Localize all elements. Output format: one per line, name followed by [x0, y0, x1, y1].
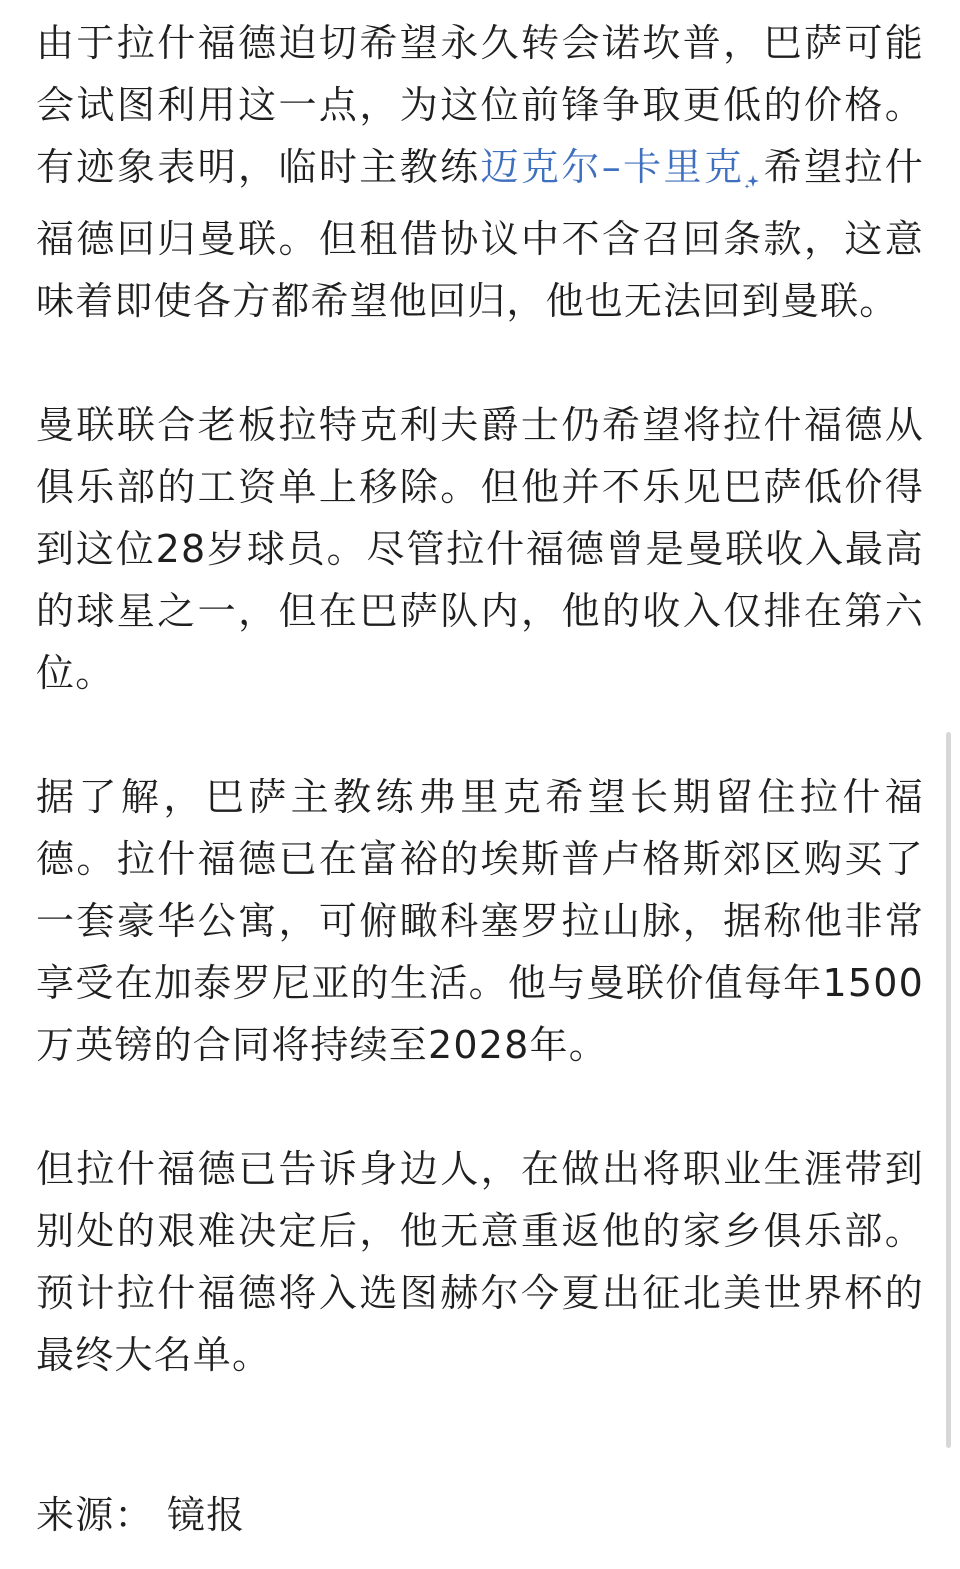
- coach-link[interactable]: [481, 145, 763, 189]
- paragraph-4: 但拉什福德已告诉身边人，在做出将职业生涯带到别处的艰难决定后，他无意重返他的家乡俱乐部。预计拉什福德将入选图赫尔今夏出征北美世界杯的最终大名单。: [36, 1147, 924, 1377]
- paragraph-1-text-start: 由于拉什福德迫切希望永久转会诺坎普，巴萨可能会试图利用这一点，为这位前锋争取更低的价格。有迹象表明，临时主教练: [36, 21, 924, 189]
- vertical-scrollbar[interactable]: [946, 732, 951, 1448]
- sparkle-search-icon[interactable]: [744, 146, 760, 208]
- paragraph-2: 曼联联合老板拉特克利夫爵士仍希望将拉什福德从俱乐部的工资单上移除。但他并不乐见巴萨低价得到这位28岁球员。尽管拉什福德曾是曼联收入最高的球星之一，但在巴萨队内，他的收入仅排在第六位。: [36, 403, 924, 695]
- paragraph-3: 据了解，巴萨主教练弗里克希望长期留住拉什福德。拉什福德已在富裕的埃斯普卢格斯郊区购买了一套豪华公寓，可俯瞰科塞罗拉山脉，据称他非常享受在加泰罗尼亚的生活。他与曼联价值每年1500万英镑的合同将持续至2028年。: [36, 775, 924, 1067]
- paragraph-1-text-end: 希望拉什福德回归曼联。但租借协议中不含召回条款，这意味着即使各方都希望他回归，他也无法回到曼联。: [36, 145, 924, 323]
- source-line: 来源： 镜报: [36, 1493, 246, 1537]
- paragraph-1: [36, 12, 924, 332]
- coach-link-text[interactable]: 迈克尔–卡里克: [480, 145, 745, 189]
- article-body: [36, 12, 924, 1386]
